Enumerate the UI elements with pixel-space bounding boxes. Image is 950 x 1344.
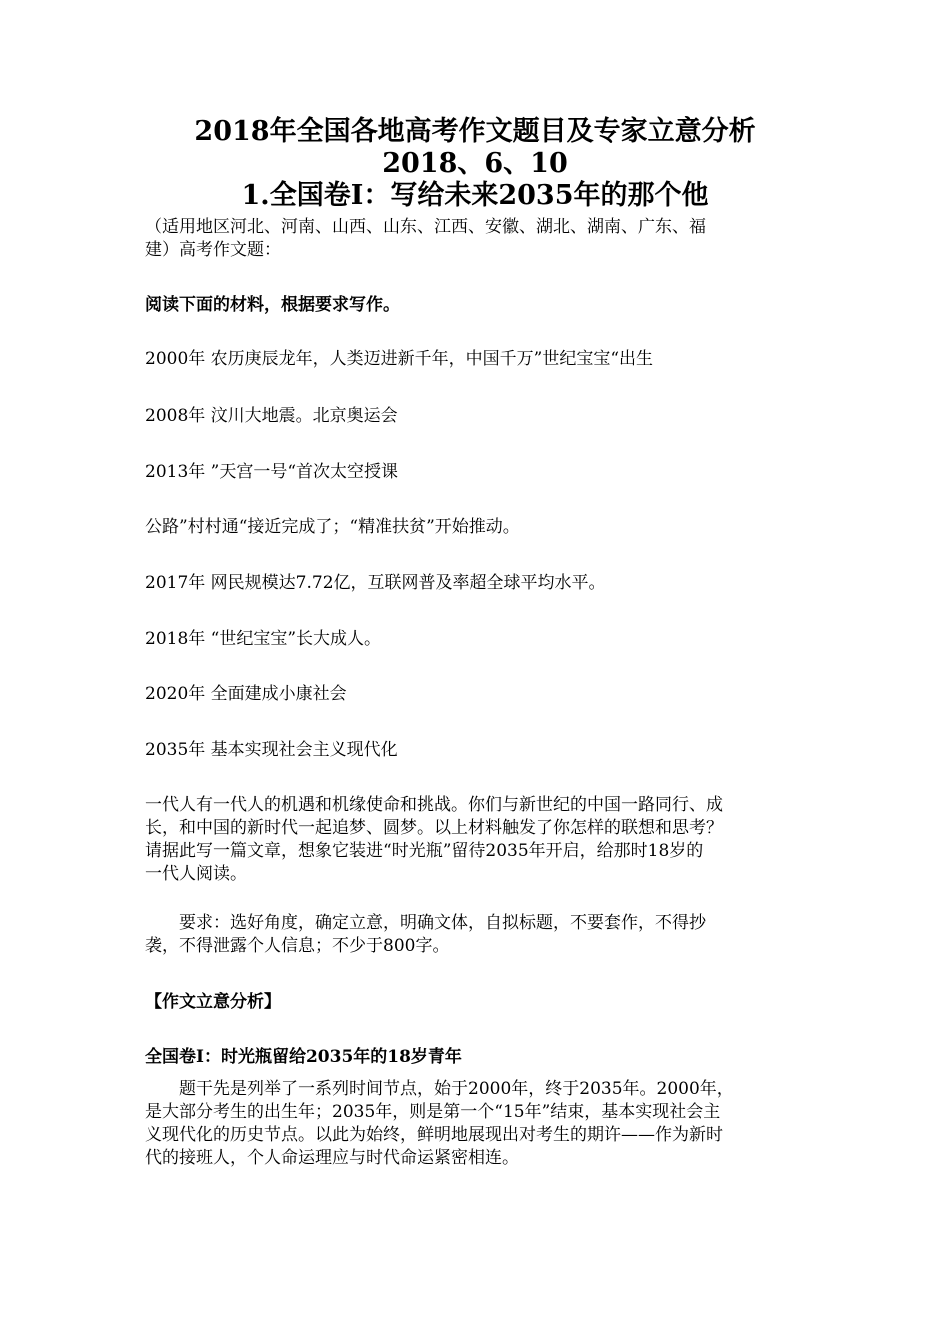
timeline-item: 2020年 全面建成小康社会	[145, 684, 347, 704]
writing-prompt	[145, 794, 805, 886]
prompt-line-1: 一代人有一代人的机遇和机缘使命和挑战。你们与新世纪的中国一路同行、成	[145, 795, 723, 815]
analysis-subheading: 全国卷Ⅰ：时光瓶留给2035年的18岁青年	[145, 1047, 462, 1067]
prompt-line-3: 请据此写一篇文章，想象它装进“时光瓶”留待2035年开启，给那时18岁的	[145, 841, 704, 861]
title-line-1: 2018年全国各地高考作文题目及专家立意分析	[194, 116, 756, 147]
title-date: 2018、6、10	[382, 148, 568, 179]
requirements	[145, 912, 805, 958]
analysis-line-2: 是大部分考生的出生年；2035年，则是第一个“15年”结束，基本实现社会主	[145, 1102, 721, 1122]
prompt-line-4: 一代人阅读。	[145, 864, 247, 884]
requirements-line-2: 袭，不得泄露个人信息；不少于800字。	[145, 936, 450, 956]
instruction: 阅读下面的材料，根据要求写作。	[145, 295, 400, 315]
region-note-line-1: （适用地区河北、河南、山西、山东、江西、安徽、湖北、湖南、广东、福	[145, 217, 706, 237]
title-line-3: 1.全国卷Ⅰ：写给未来2035年的那个他	[241, 180, 709, 211]
timeline-item: 2008年 汶川大地震。北京奥运会	[145, 406, 398, 426]
region-note-line-2: 建）高考作文题：	[145, 240, 281, 260]
prompt-line-2: 长，和中国的新时代一起追梦、圆梦。以上材料触发了你怎样的联想和思考？	[145, 818, 723, 838]
analysis-heading: 【作文立意分析】	[145, 992, 281, 1012]
region-note	[145, 216, 805, 262]
timeline-item: 2013年 ”天宫一号“首次太空授课	[145, 462, 399, 482]
analysis-body	[145, 1078, 805, 1170]
requirements-line-1: 要求：选好角度，确定立意，明确文体，自拟标题，不要套作，不得抄	[179, 913, 706, 933]
analysis-line-1: 题干先是列举了一系列时间节点，始于2000年，终于2035年。2000年，	[179, 1079, 734, 1099]
timeline-item: 2017年 网民规模达7.72亿，互联网普及率超全球平均水平。	[145, 573, 606, 593]
analysis-line-3: 义现代化的历史节点。以此为始终，鲜明地展现出对考生的期许——作为新时	[145, 1125, 723, 1145]
timeline-item: 2000年 农历庚辰龙年，人类迈进新千年，中国千万”世纪宝宝“出生	[145, 349, 654, 369]
document-title	[0, 116, 950, 212]
timeline-item: 2035年 基本实现社会主义现代化	[145, 740, 398, 760]
timeline-item: 公路”村村通“接近完成了；“精准扶贫”开始推动。	[145, 517, 520, 537]
timeline-item: 2018年 “世纪宝宝”长大成人。	[145, 629, 382, 649]
analysis-line-4: 代的接班人，个人命运理应与时代命运紧密相连。	[145, 1148, 519, 1168]
